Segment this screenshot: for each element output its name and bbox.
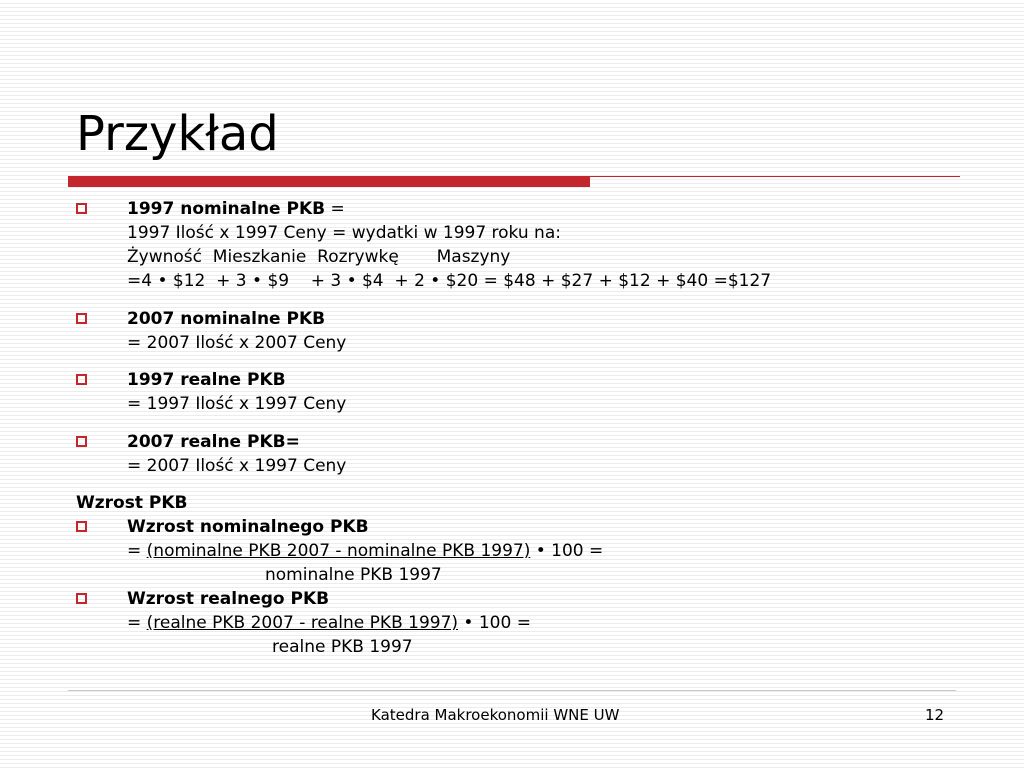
- growth-real-prefix: =: [127, 613, 147, 633]
- s2-heading: 2007 nominalne PKB: [127, 309, 326, 329]
- growth-real-heading: Wzrost realnego PKB: [127, 589, 330, 609]
- growth-nominal-prefix: =: [127, 541, 147, 561]
- growth-nominal-formula: [127, 540, 603, 562]
- s1-heading: 1997 nominalne PKB: [127, 199, 326, 219]
- s1-heading-line: [127, 198, 345, 220]
- square-bullet-icon: [76, 374, 87, 385]
- title-underline-bar: [68, 176, 590, 187]
- square-bullet-icon: [76, 521, 87, 532]
- growth-nominal-heading: Wzrost nominalnego PKB: [127, 517, 369, 537]
- growth-real-formula: [127, 612, 531, 634]
- growth-real-suffix: • 100 =: [458, 613, 531, 633]
- growth-heading: Wzrost PKB: [76, 493, 188, 513]
- growth-nominal-denominator: nominalne PKB 1997: [265, 565, 442, 585]
- s4-heading: 2007 realne PKB=: [127, 432, 300, 452]
- growth-real-denominator: realne PKB 1997: [272, 637, 413, 657]
- s1-line1: 1997 Ilość x 1997 Ceny = wydatki w 1997 roku na:: [127, 223, 561, 243]
- square-bullet-icon: [76, 436, 87, 447]
- footer-divider: [68, 690, 956, 691]
- page-number: 12: [925, 706, 945, 724]
- s3-heading: 1997 realne PKB: [127, 370, 286, 390]
- s1-heading-suffix: =: [325, 199, 345, 219]
- square-bullet-icon: [76, 313, 87, 324]
- square-bullet-icon: [76, 203, 87, 214]
- s4-line1: = 2007 Ilość x 1997 Ceny: [127, 456, 347, 476]
- growth-real-numerator: (realne PKB 2007 - realne PKB 1997): [146, 613, 459, 633]
- s1-line2: Żywność Mieszkanie Rozrywkę Maszyny: [127, 247, 511, 267]
- s1-line3: =4 • $12 + 3 • $9 + 3 • $4 + 2 • $20 = $48 + $27 + $12 + $40 =$127: [127, 271, 772, 291]
- s3-line1: = 1997 Ilość x 1997 Ceny: [127, 394, 347, 414]
- footer-caption: Katedra Makroekonomii WNE UW: [371, 706, 620, 724]
- slide-title: Przykład: [76, 106, 279, 162]
- s2-line1: = 2007 Ilość x 2007 Ceny: [127, 333, 347, 353]
- growth-nominal-numerator: (nominalne PKB 2007 - nominalne PKB 1997): [146, 541, 531, 561]
- square-bullet-icon: [76, 593, 87, 604]
- growth-nominal-suffix: • 100 =: [530, 541, 604, 561]
